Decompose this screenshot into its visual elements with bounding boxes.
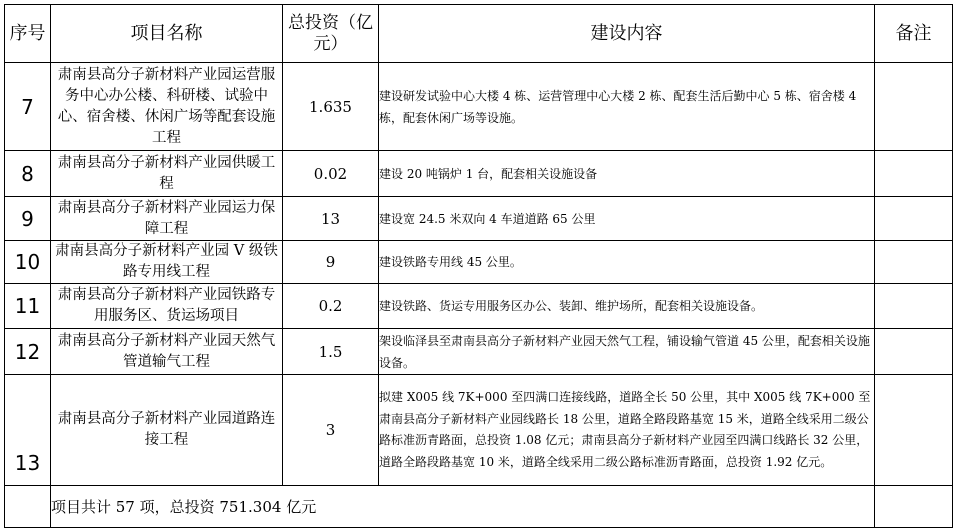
row-content: 建设 20 吨锅炉 1 台，配套相关设施设备	[379, 151, 875, 197]
summary-seq-cell	[5, 486, 51, 528]
project-table	[4, 4, 953, 528]
summary-row	[5, 486, 953, 528]
row-project-name: 肃南县高分子新材料产业园 V 级铁路专用线工程	[51, 241, 283, 284]
row-notes	[875, 241, 953, 284]
row-notes	[875, 151, 953, 197]
summary-notes-cell	[875, 486, 953, 528]
table-row	[5, 63, 953, 151]
table-row	[5, 375, 953, 486]
row-content: 拟建 X005 线 7K+000 至四满口连接线路，道路全长 50 公里，其中 X005 线 7K+000 至肃南县高分子新材料产业园线路长 18 公里，道路全路段路基宽 15 米，道路全线采用二级公路标准沥青路面，总投资 1.08 亿元；肃南县高分子新材料产业园至四满口线路长 32 公里，道路全路段路基宽 10 米，道路全线采用二级公路标准沥青路面，总投资 1.92 亿元。	[379, 375, 875, 486]
table-row	[5, 197, 953, 241]
row-content: 建设铁路专用线 45 公里。	[379, 241, 875, 284]
header-project-name: 项目名称	[51, 5, 283, 63]
table-row	[5, 151, 953, 197]
row-investment: 9	[283, 241, 379, 284]
row-seq: 13	[5, 375, 51, 486]
row-content: 建设宽 24.5 米双向 4 车道道路 65 公里	[379, 197, 875, 241]
row-content: 架设临泽县至肃南县高分子新材料产业园天然气工程，铺设输气管道 45 公里，配套相关设施设备。	[379, 329, 875, 375]
header-content: 建设内容	[379, 5, 875, 63]
table-row	[5, 329, 953, 375]
header-seq: 序号	[5, 5, 51, 63]
row-seq: 12	[5, 329, 51, 375]
row-investment: 3	[283, 375, 379, 486]
row-investment: 0.02	[283, 151, 379, 197]
header-investment: 总投资（亿元）	[283, 5, 379, 63]
row-investment: 0.2	[283, 284, 379, 329]
row-notes	[875, 375, 953, 486]
header-row	[5, 5, 953, 63]
row-project-name: 肃南县高分子新材料产业园运力保障工程	[51, 197, 283, 241]
row-content: 建设铁路、货运专用服务区办公、装卸、维护场所，配套相关设施设备。	[379, 284, 875, 329]
row-notes	[875, 63, 953, 151]
row-notes	[875, 329, 953, 375]
row-content: 建设研发试验中心大楼 4 栋、运营管理中心大楼 2 栋、配套生活后勤中心 5 栋、宿舍楼 4 栋，配套休闲广场等设施。	[379, 63, 875, 151]
row-project-name: 肃南县高分子新材料产业园供暖工程	[51, 151, 283, 197]
row-seq: 10	[5, 241, 51, 284]
table-row	[5, 284, 953, 329]
header-notes: 备注	[875, 5, 953, 63]
row-project-name: 肃南县高分子新材料产业园道路连接工程	[51, 375, 283, 486]
row-project-name: 肃南县高分子新材料产业园运营服务中心办公楼、科研楼、试验中心、宿舍楼、休闲广场等配套设施工程	[51, 63, 283, 151]
row-project-name: 肃南县高分子新材料产业园铁路专用服务区、货运场项目	[51, 284, 283, 329]
summary-total: 项目共计 57 项，总投资 751.304 亿元	[51, 486, 875, 528]
row-investment: 1.635	[283, 63, 379, 151]
row-seq: 7	[5, 63, 51, 151]
row-seq: 8	[5, 151, 51, 197]
row-notes	[875, 284, 953, 329]
row-seq: 11	[5, 284, 51, 329]
row-seq: 9	[5, 197, 51, 241]
table-row	[5, 241, 953, 284]
row-project-name: 肃南县高分子新材料产业园天然气管道输气工程	[51, 329, 283, 375]
row-investment: 13	[283, 197, 379, 241]
row-investment: 1.5	[283, 329, 379, 375]
row-notes	[875, 197, 953, 241]
